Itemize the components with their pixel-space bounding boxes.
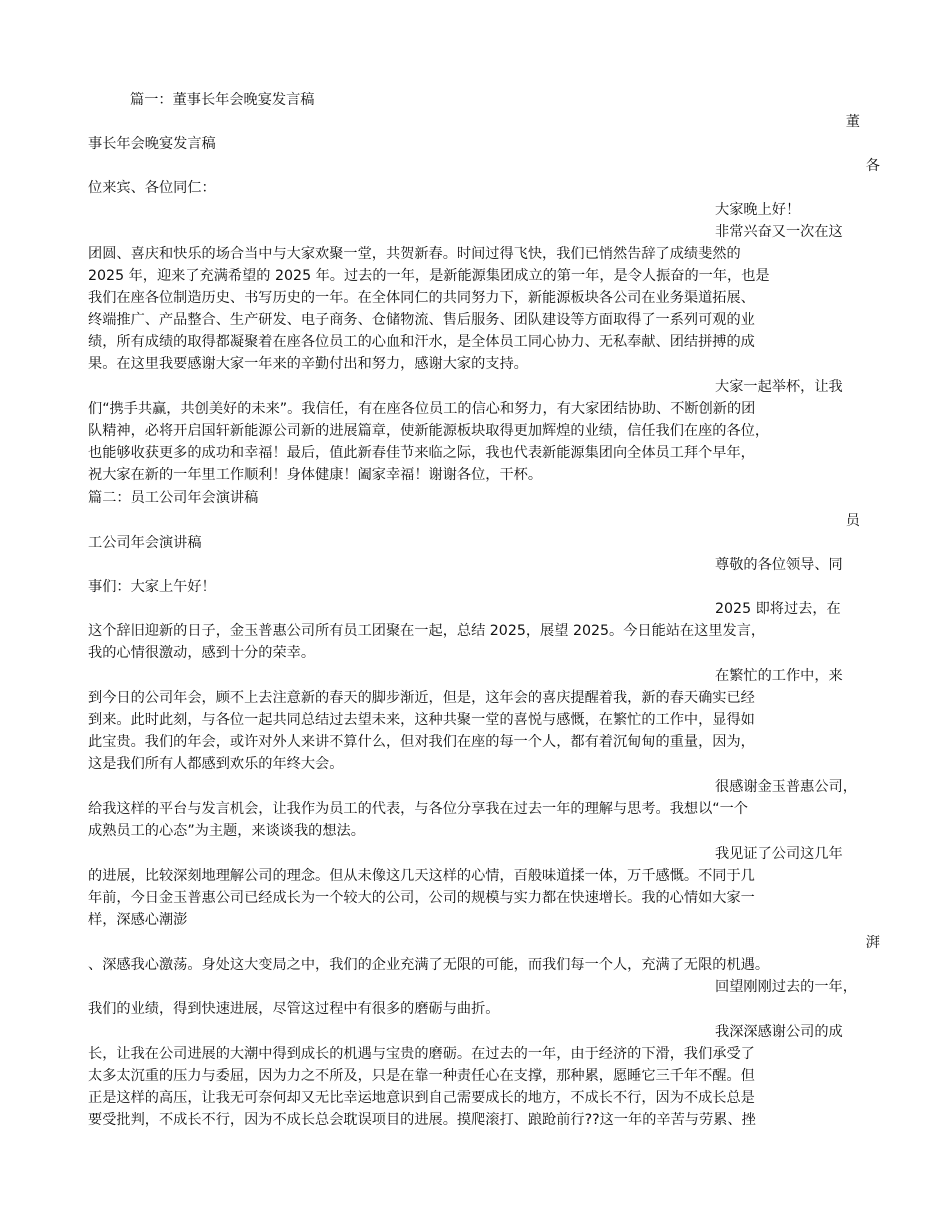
- text-line: 员: [845, 513, 860, 529]
- text-line: 事长年会晚宴发言稿: [88, 136, 216, 152]
- text-line: 、深感我心激荡。身处这大变局之中，我们的企业充满了无限的可能，而我们每一个人，充满了无限的机遇。: [88, 957, 770, 973]
- text-line: 到来。此时此刻，与各位一起共同总结过去望未来，这种共聚一堂的喜悦与感慨，在繁忙的工作中，显得如: [88, 712, 755, 728]
- text-line: 大家晚上好！: [715, 202, 801, 218]
- text-line: 位来宾、各位同仁：: [88, 180, 216, 196]
- text-line: 果。在这里我要感谢大家一年来的辛勤付出和努力，感谢大家的支持。: [88, 356, 528, 372]
- text-line: 我们在座各位制造历史、书写历史的一年。在全体同仁的共同努力下，新能源板块各公司在业务渠道拓展、: [88, 290, 755, 306]
- text-line: 的进展，比较深刻地理解公司的理念。但从未像这几天这样的心情，百般味道揉一体，万千感慨。不同于几: [88, 868, 755, 884]
- section-heading-1: 篇一：董事长年会晚宴发言稿: [130, 92, 315, 108]
- text-line: 很感谢金玉普惠公司，: [715, 779, 857, 795]
- text-line: 这是我们所有人都感到欢乐的年终大会。: [88, 756, 344, 772]
- text-line: 长，让我在公司进展的大潮中得到成长的机遇与宝贵的磨砺。在过去的一年，由于经济的下滑，我们承受了: [88, 1046, 755, 1062]
- text-line: 回望刚刚过去的一年，: [715, 979, 857, 995]
- text-line: 非常兴奋又一次在这: [715, 224, 843, 240]
- text-line: 绩，所有成绩的取得都凝聚着在座各位员工的心血和汗水，是全体员工同心协力、无私奉献、团结拼搏的成: [88, 334, 755, 350]
- text-line: 我们的业绩，得到快速进展，尽管这过程中有很多的磨砺与曲折。: [88, 1001, 500, 1017]
- text-line: 各: [865, 158, 880, 174]
- text-line: 我的心情很激动，感到十分的荣幸。: [88, 645, 316, 661]
- text-line: 给我这样的平台与发言机会，让我作为员工的代表，与各位分享我在过去一年的理解与思考。我想以“一个: [88, 801, 748, 817]
- text-line: 也能够收获更多的成功和幸福！最后，值此新春佳节来临之际，我也代表新能源集团向全体员工拜个早年，: [88, 445, 755, 461]
- text-line: 队精神，必将开启国轩新能源公司新的进展篇章，使新能源板块取得更加辉煌的业绩，信任我们在座的各位，: [88, 423, 770, 439]
- text-line: 终端推广、产品整合、生产研发、电子商务、仓储物流、售后服务、团队建设等方面取得了一系列可观的业: [88, 312, 755, 328]
- text-line: 大家一起举杯，让我: [715, 379, 843, 395]
- text-line: 样，深感心潮澎: [88, 912, 188, 928]
- text-line: 2025 年，迎来了充满希望的 2025 年。过去的一年，是新能源集团成立的第一年，是令人振奋的一年，也是: [88, 268, 770, 284]
- text-line: 2025 即将过去，在: [715, 601, 841, 617]
- text-line: 团圆、喜庆和快乐的场合当中与大家欢聚一堂，共贺新春。时间过得飞快，我们已悄然告辞了成绩斐然的: [88, 246, 741, 262]
- text-line: 这个辞旧迎新的日子，金玉普惠公司所有员工团聚在一起，总结 2025，展望 2025。今日能站在这里发言，: [88, 623, 766, 639]
- text-line: 正是这样的高压，让我无可奈何却又无比幸运地意识到自己需要成长的地方，不成长不行，因为不成长总是: [88, 1090, 755, 1106]
- text-line: 此宝贵。我们的年会，或许对外人来讲不算什么，但对我们在座的每一个人，都有着沉甸甸的重量，因为，: [88, 734, 755, 750]
- text-line: 们“携手共赢，共创美好的未来”。我信任，有在座各位员工的信心和努力，有大家团结协助、不断创新的团: [88, 401, 756, 417]
- text-line: 祝大家在新的一年里工作顺利！身体健康！阖家幸福！谢谢各位，干杯。: [88, 467, 543, 483]
- text-line: 在繁忙的工作中，来: [715, 668, 843, 684]
- text-line: 年前，今日金玉普惠公司已经成长为一个较大的公司，公司的规模与实力都在快速增长。我的心情如大家一: [88, 890, 755, 906]
- text-line: 到今日的公司年会，顾不上去注意新的春天的脚步渐近，但是，这年会的喜庆提醒着我，新的春天确实已经: [88, 690, 755, 706]
- text-line: 尊敬的各位领导、同: [715, 557, 843, 573]
- text-line: 我见证了公司这几年: [715, 846, 843, 862]
- section-heading-2: 篇二：员工公司年会演讲稿: [88, 490, 259, 506]
- text-line: 湃: [865, 935, 880, 951]
- text-line: 太多太沉重的压力与委屈，因为力之不所及，只是在靠一种责任心在支撑，那种累，愿睡它三千年不醒。但: [88, 1068, 755, 1084]
- text-line: 我深深感谢公司的成: [715, 1024, 843, 1040]
- text-line: 工公司年会演讲稿: [88, 535, 202, 551]
- text-line: 事们：大家上午好！: [88, 579, 216, 595]
- text-line: 要受批判，不成长不行，因为不成长总会耽误项目的进展。摸爬滚打、踉跄前行??这一年的辛苦与劳累、挫: [88, 1112, 756, 1128]
- text-line: 成熟员工的心态”为主题，来谈谈我的想法。: [88, 823, 365, 839]
- text-line: 董: [845, 114, 860, 130]
